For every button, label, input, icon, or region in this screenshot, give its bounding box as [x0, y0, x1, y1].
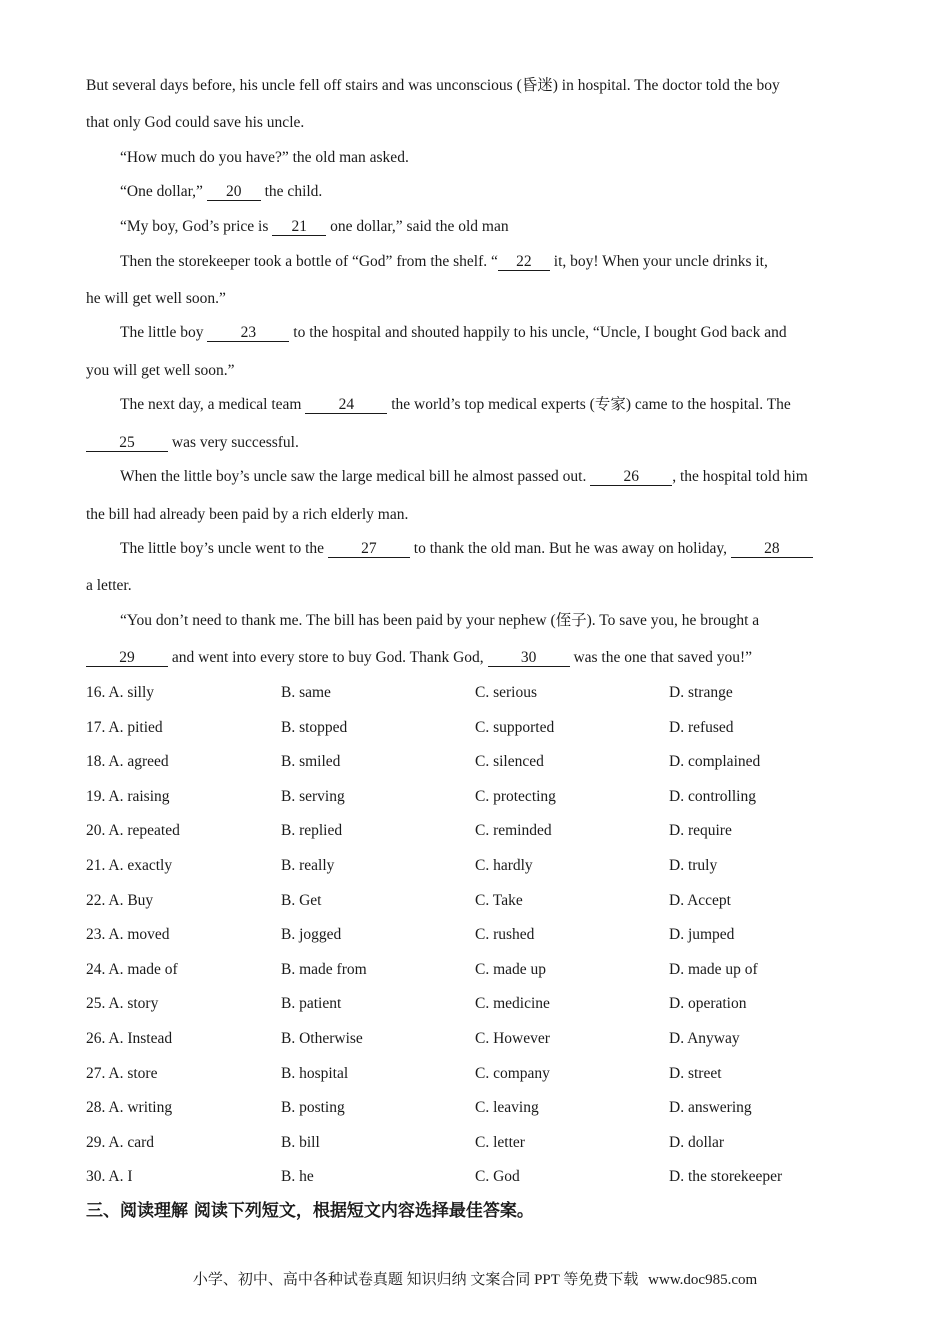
option-choice: 25. A. story: [86, 995, 159, 1013]
option-choice: B. same: [281, 684, 331, 701]
option-choice: 20. A. repeated: [86, 822, 180, 840]
option-choice: B. replied: [281, 822, 343, 840]
question-options-row: [86, 1167, 886, 1189]
option-choice: C. However: [475, 1030, 550, 1047]
text-segment: , the hospital told him: [672, 468, 808, 485]
question-options-row: [86, 994, 886, 1016]
question-options-row: [86, 925, 886, 947]
blank-20: 20: [207, 183, 261, 201]
question-options-row: [86, 960, 886, 982]
text-segment: to thank the old man. But he was away on holiday,: [413, 540, 728, 557]
question-options-row: [86, 1064, 886, 1086]
option-choice: B. Get: [281, 891, 322, 909]
option-choice: 17. A. pitied: [86, 718, 163, 736]
option-choice: C. Take: [475, 891, 523, 909]
option-choice: 16. A. silly: [86, 684, 155, 701]
option-choice: C. leaving: [475, 1099, 539, 1117]
text-segment: the child.: [264, 183, 323, 200]
option-choice: 29. A. card: [86, 1133, 155, 1151]
text-segment: When the little boy’s uncle saw the large medical bill he almost passed out.: [120, 468, 587, 485]
blank-23: 23: [207, 324, 289, 342]
option-choice: C. rushed: [475, 926, 535, 944]
option-choice: D. complained: [669, 753, 761, 771]
passage-line: [120, 395, 864, 415]
blank-24: 24: [305, 396, 387, 414]
option-choice: 18. A. agreed: [86, 753, 169, 771]
option-choice: D. controlling: [669, 787, 756, 805]
question-options-row: [86, 718, 886, 740]
option-choice: D. Anyway: [669, 1030, 740, 1047]
blank-21: 21: [272, 218, 326, 236]
option-choice: D. refused: [669, 718, 734, 736]
option-choice: B. bill: [281, 1133, 320, 1151]
passage-line: that only God could save his uncle.: [86, 114, 305, 131]
option-choice: C. protecting: [475, 787, 556, 805]
question-options-row: [86, 856, 886, 878]
passage-line: “How much do you have?” the old man asked.: [120, 149, 409, 166]
option-choice: 30. A. I: [86, 1168, 133, 1186]
text-segment: The little boy: [120, 324, 204, 341]
footer-url[interactable]: www.doc985.com: [648, 1272, 758, 1288]
passage-line: a letter.: [86, 577, 132, 594]
option-choice: B. really: [281, 857, 335, 874]
text-segment: one dollar,” said the old man: [330, 218, 509, 235]
option-choice: B. stopped: [281, 718, 348, 736]
option-choice: C. silenced: [475, 753, 544, 771]
text-segment: was very successful.: [171, 434, 299, 451]
blank-27: 27: [328, 540, 410, 558]
option-choice: 28. A. writing: [86, 1099, 173, 1117]
option-choice: D. require: [669, 822, 732, 840]
question-options-row: [86, 821, 886, 843]
passage-line: [120, 252, 864, 272]
option-choice: C. God: [475, 1168, 520, 1186]
question-options-row: [86, 1133, 886, 1155]
passage-line: [120, 323, 864, 343]
blank-29: 29: [86, 649, 168, 667]
question-options-row: [86, 752, 886, 774]
option-choice: 26. A. Instead: [86, 1030, 173, 1047]
option-choice: D. operation: [669, 995, 747, 1013]
question-options-row: [86, 787, 886, 809]
option-choice: 19. A. raising: [86, 787, 170, 805]
option-choice: 27. A. store: [86, 1064, 158, 1082]
option-choice: B. serving: [281, 787, 345, 805]
passage-line: [86, 648, 864, 668]
option-choice: D. made up of: [669, 960, 758, 978]
option-choice: 23. A. moved: [86, 926, 170, 944]
option-choice: D. dollar: [669, 1133, 725, 1151]
passage-line: [120, 539, 864, 559]
passage-line: [120, 467, 862, 487]
blank-26: 26: [590, 468, 672, 486]
option-choice: 24. A. made of: [86, 960, 178, 978]
text-segment: The next day, a medical team: [120, 396, 302, 413]
passage-line: [120, 182, 864, 202]
option-choice: B. jogged: [281, 926, 342, 944]
option-choice: C. serious: [475, 684, 537, 701]
question-options-row: [86, 683, 886, 705]
text-segment: to the hospital and shouted happily to his uncle, “Uncle, I bought God back and: [293, 324, 787, 341]
blank-30: 30: [488, 649, 570, 667]
passage-line: But several days before, his uncle fell off stairs and was unconscious (昏迷) in hospital. The doctor told the boy: [86, 77, 780, 94]
page-footer: [0, 1270, 950, 1290]
option-choice: C. company: [475, 1064, 550, 1082]
option-choice: C. medicine: [475, 995, 550, 1013]
option-choice: B. patient: [281, 995, 342, 1013]
section-title: 三、阅读理解 阅读下列短文，根据短文内容选择最佳答案。: [86, 1201, 534, 1221]
option-choice: B. he: [281, 1168, 314, 1186]
question-options-row: [86, 1029, 886, 1051]
text-segment: was the one that saved you!”: [573, 649, 753, 666]
option-choice: D. strange: [669, 684, 733, 701]
option-choice: C. hardly: [475, 857, 533, 874]
passage-line: the bill had already been paid by a rich elderly man.: [86, 506, 409, 523]
option-choice: D. answering: [669, 1099, 752, 1117]
option-choice: D. truly: [669, 857, 718, 874]
text-segment: the world’s top medical experts (专家) came to the hospital. The: [391, 396, 791, 413]
option-choice: D. Accept: [669, 891, 731, 909]
text-segment: and went into every store to buy God. Thank God,: [171, 649, 484, 666]
passage-line: he will get well soon.”: [86, 290, 226, 307]
option-choice: D. the storekeeper: [669, 1168, 783, 1186]
option-choice: C. supported: [475, 718, 555, 736]
option-choice: D. street: [669, 1064, 722, 1082]
blank-25: 25: [86, 434, 168, 452]
text-segment: “One dollar,”: [120, 183, 203, 200]
passage-line: “You don’t need to thank me. The bill has been paid by your nephew (侄子). To save you, he brought a: [120, 612, 760, 629]
option-choice: C. made up: [475, 960, 547, 978]
blank-28: 28: [731, 540, 813, 558]
option-choice: B. made from: [281, 960, 367, 978]
text-segment: “My boy, God’s price is: [120, 218, 269, 235]
text-segment: Then the storekeeper took a bottle of “God” from the shelf. “: [120, 253, 498, 270]
option-choice: B. Otherwise: [281, 1030, 363, 1047]
option-choice: D. jumped: [669, 926, 735, 944]
option-choice: C. reminded: [475, 822, 552, 840]
passage-line: you will get well soon.”: [86, 362, 235, 379]
option-choice: 22. A. Buy: [86, 891, 154, 909]
passage-line: [86, 433, 864, 453]
option-choice: B. hospital: [281, 1064, 349, 1082]
footer-text: 小学、初中、高中各种试卷真题 知识归纳 文案合同 PPT 等免费下载: [192, 1272, 639, 1288]
option-choice: B. smiled: [281, 753, 341, 771]
blank-22: 22: [498, 253, 550, 271]
question-options-row: [86, 1098, 886, 1120]
option-choice: 21. A. exactly: [86, 857, 173, 874]
option-choice: C. letter: [475, 1133, 525, 1151]
question-options-row: [86, 891, 886, 913]
passage-line: [120, 217, 864, 237]
text-segment: The little boy’s uncle went to the: [120, 540, 325, 557]
text-segment: it, boy! When your uncle drinks it,: [553, 253, 768, 270]
option-choice: B. posting: [281, 1099, 345, 1117]
